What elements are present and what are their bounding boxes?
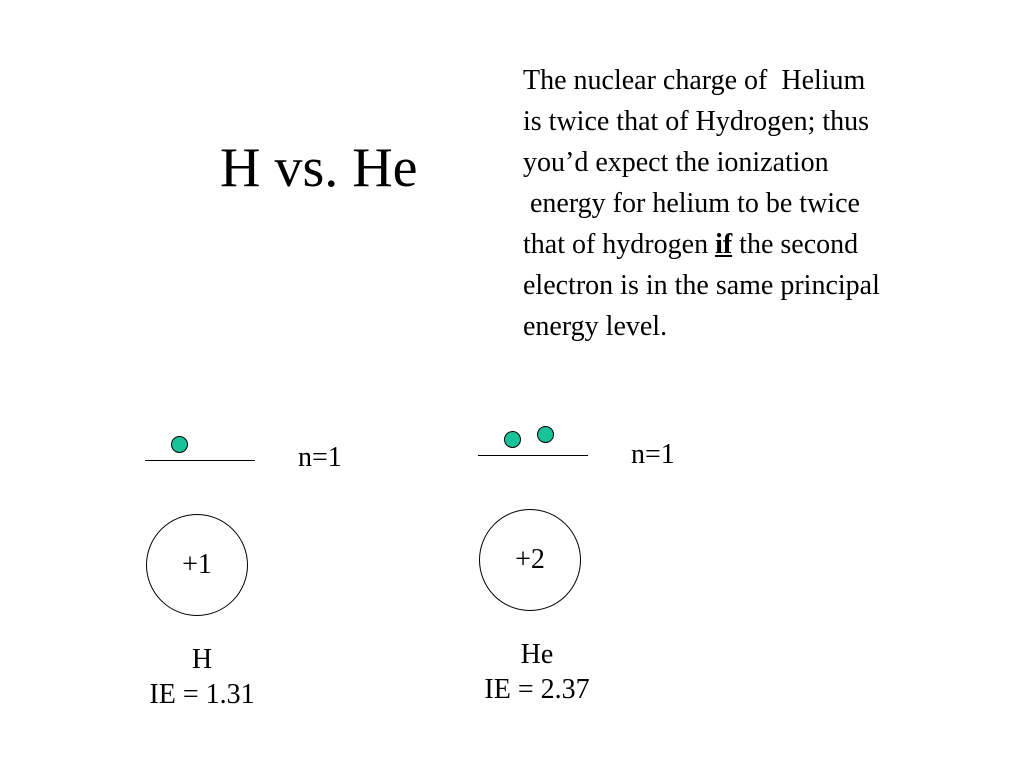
explanation-line-with-emphasis <box>523 224 993 265</box>
energy-level-label: n=1 <box>631 439 675 470</box>
atom-caption <box>102 642 302 712</box>
element-symbol: H <box>191 644 213 675</box>
electron <box>537 426 554 443</box>
hydrogen-atom-diagram <box>120 420 420 750</box>
explanation-line: electron is in the same principal <box>523 270 880 301</box>
electron <box>171 436 188 453</box>
explanation-text-segment: the second <box>732 229 859 260</box>
nucleus-charge: +2 <box>515 544 545 575</box>
explanation-line: you’d expect the ionization <box>523 147 829 178</box>
element-symbol: He <box>520 639 554 670</box>
nucleus-charge: +1 <box>182 549 212 580</box>
explanation-line: The nuclear charge of Helium <box>523 65 866 96</box>
explanation-line: energy for helium to be twice <box>523 188 860 219</box>
explanation-text-segment: that of hydrogen <box>523 229 716 260</box>
atom-caption <box>437 637 637 707</box>
electron <box>504 431 521 448</box>
explanation-line: energy level. <box>523 311 668 342</box>
nucleus <box>479 509 581 611</box>
emphasized-word: if <box>715 229 733 260</box>
energy-level-line <box>145 460 255 461</box>
energy-level-line <box>478 455 588 456</box>
slide-title: H vs. He <box>220 137 418 199</box>
helium-atom-diagram <box>440 415 740 745</box>
explanation-text <box>523 60 993 347</box>
explanation-line: is twice that of Hydrogen; thus <box>523 106 870 137</box>
nucleus <box>146 514 248 616</box>
ionization-energy: IE = 2.37 <box>484 674 590 705</box>
ionization-energy: IE = 1.31 <box>149 679 255 710</box>
energy-level-label: n=1 <box>298 442 342 473</box>
